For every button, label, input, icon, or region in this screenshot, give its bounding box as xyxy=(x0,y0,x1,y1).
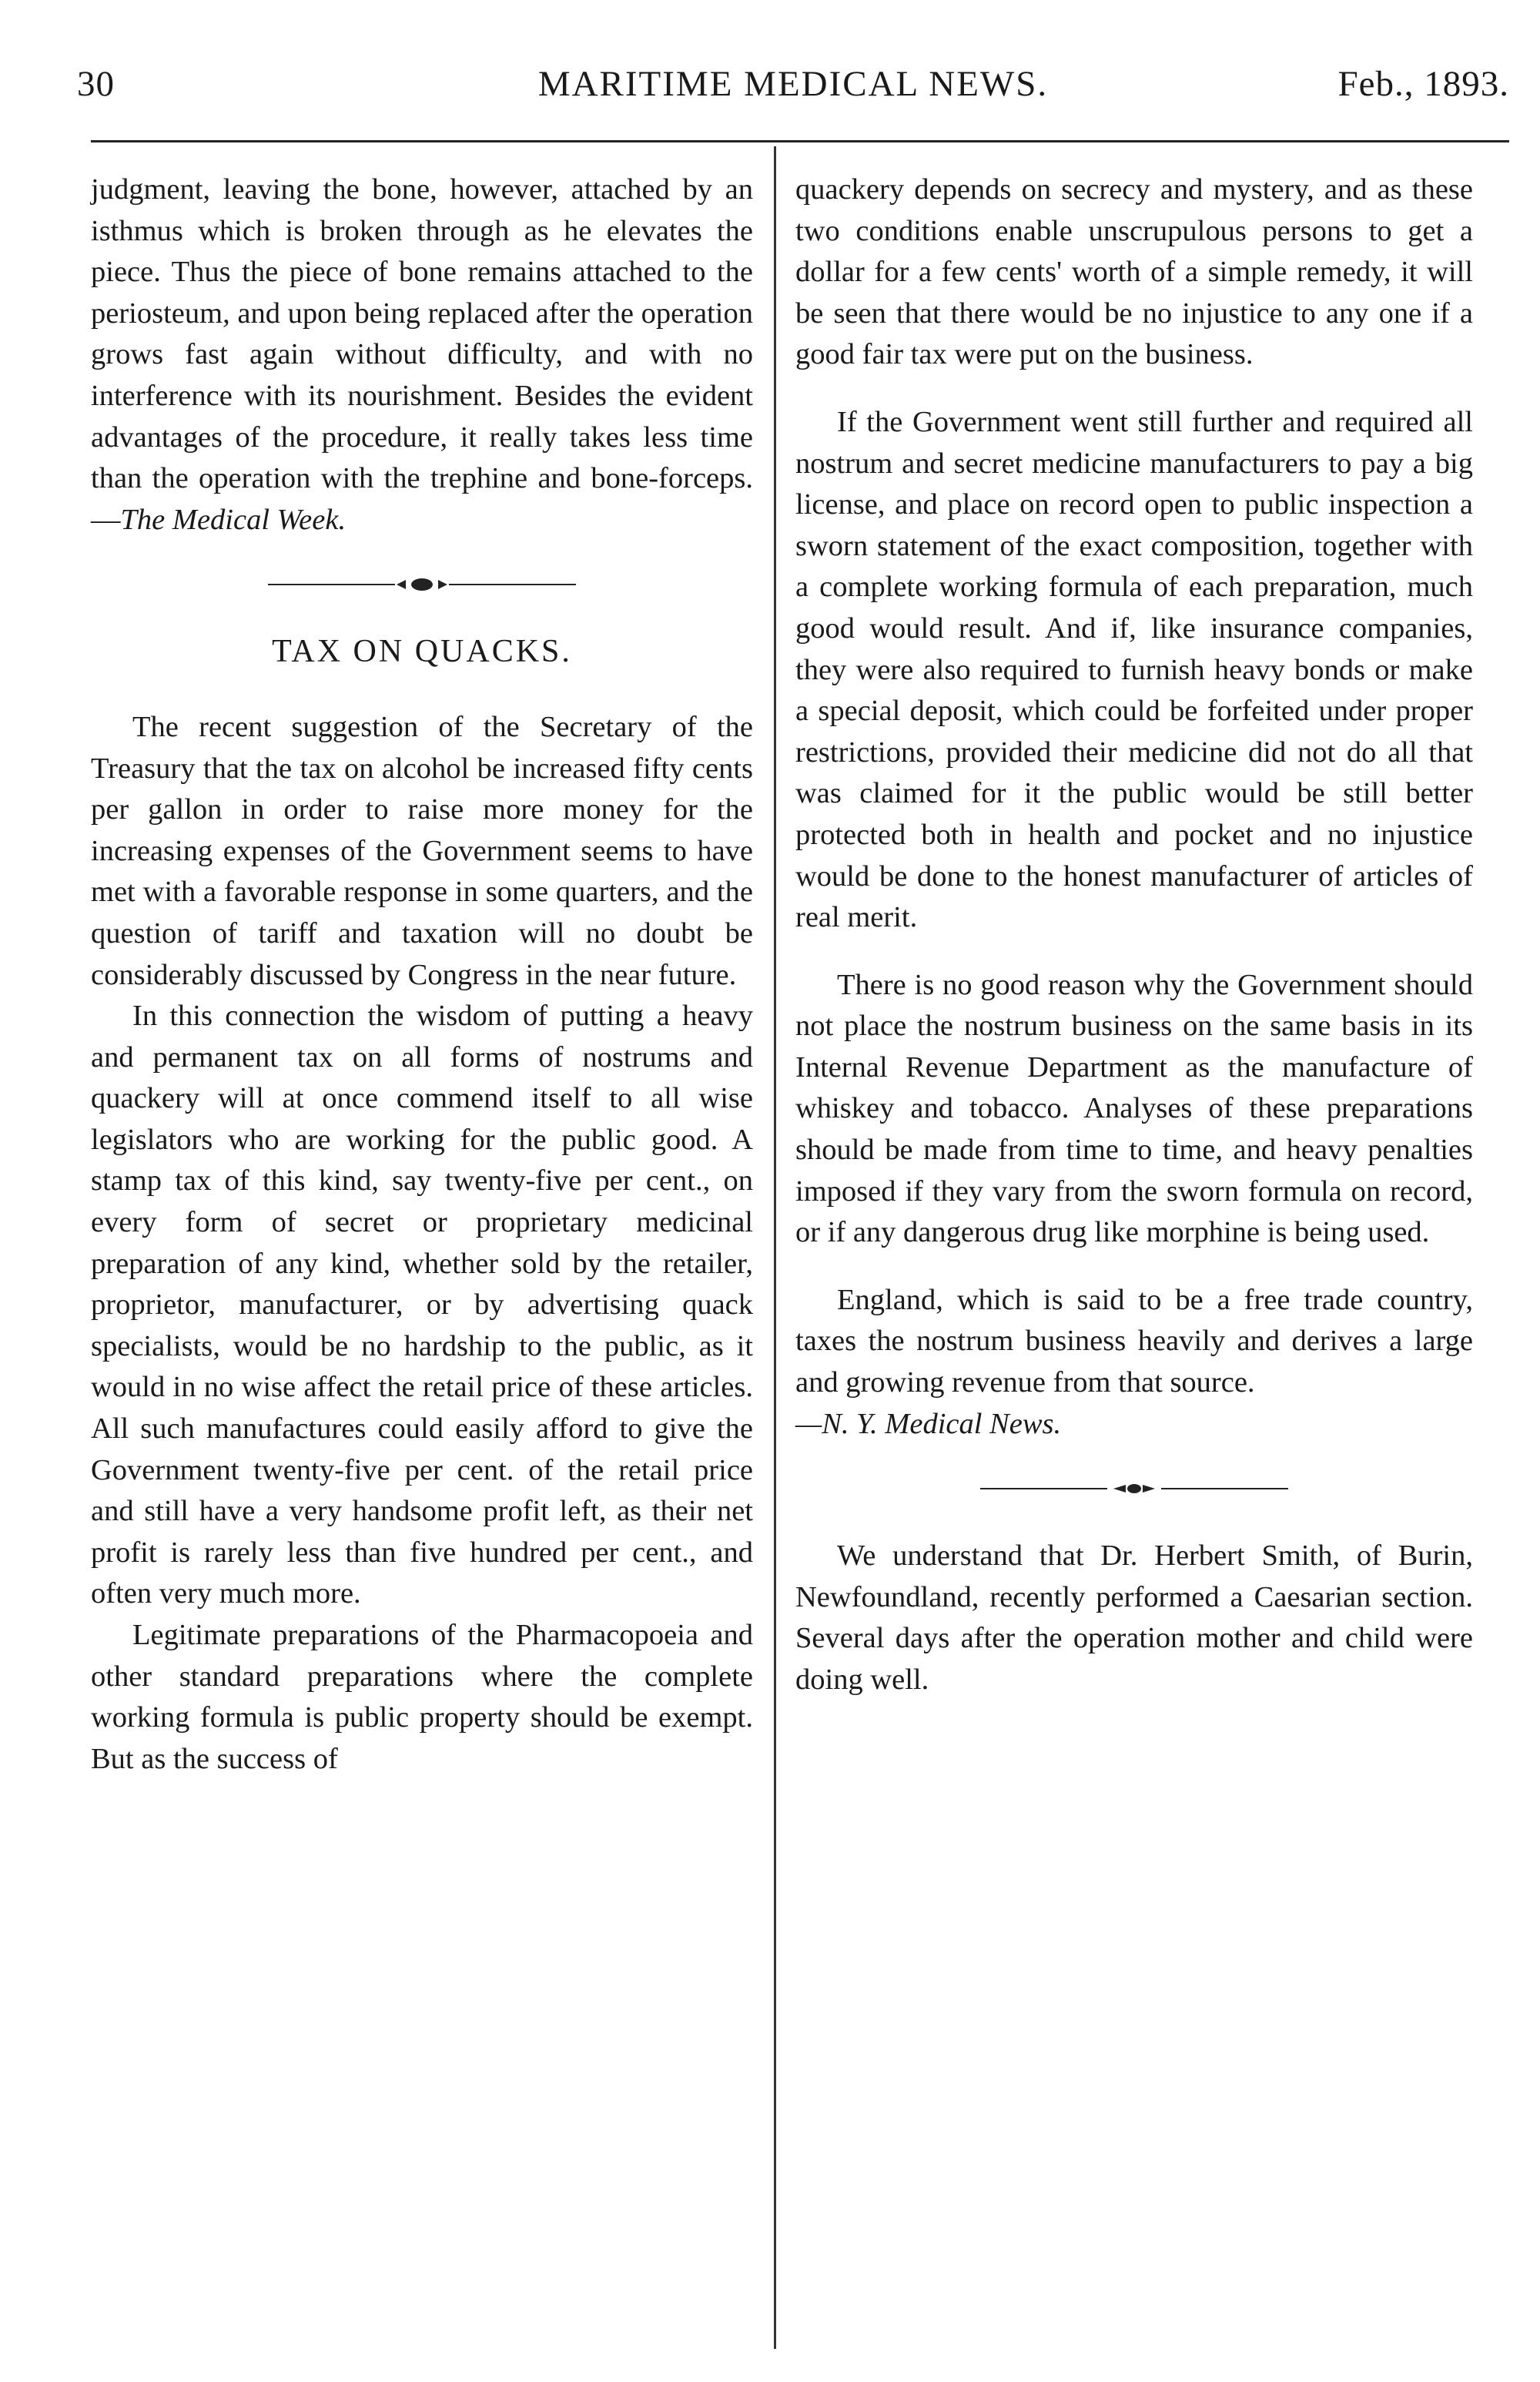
article-paragraph: England, which is said to be a free trade country, taxes the nostrum business heavily and derives a large and growing revenue from that source. xyxy=(795,1283,1473,1399)
running-header xyxy=(77,63,1509,117)
separator-line-left xyxy=(268,584,395,585)
source-attribution: —N. Y. Medical News. xyxy=(795,1407,1062,1440)
separator-line-left xyxy=(980,1488,1107,1489)
journal-title: MARITIME MEDICAL NEWS. xyxy=(537,64,1049,104)
section-separator xyxy=(268,576,576,593)
issue-date: Feb., 1893. xyxy=(1337,64,1509,104)
article-paragraph: If the Government went still further and required all nostrum and secret medicine manufacturers to pay a big license, and place on record open to public inspection a sworn statement of the exact composition, together with a complete working formula of each preparation, much good would result. And if, like insurance companies, they were also required to furnish heavy bonds or make a special deposit, which could be forfeited under proper restrictions, provided their medicine did not do all that was claimed for it the public would be still better protected both in health and pocket and no injustice would be done to the honest manufacturer of articles of real merit. xyxy=(795,405,1473,934)
article-paragraph: There is no good reason why the Government should not place the nostrum business on the same basis in its Internal Revenue Department as the manufacture of whiskey and tobacco. Analyses of these preparations should be made from time to time, and heavy penalties imposed if they vary from the sworn formula on record, or if any dangerous drug like morphine is being used. xyxy=(795,968,1473,1249)
article-paragraph: quackery depends on secrecy and mystery, and as these two conditions enable unscrupulous persons to get a dollar for a few cents' worth of a simple remedy, it will be seen that there would be no injustice to any one if a good fair tax were put on the business. xyxy=(795,173,1473,371)
column-divider xyxy=(774,146,776,2349)
header-rule xyxy=(91,140,1509,142)
ornament-icon xyxy=(395,576,449,593)
separator-line-right xyxy=(1161,1488,1288,1489)
article-paragraph: The recent suggestion of the Secretary of the Treasury that the tax on alcohol be increased fifty cents per gallon in order to raise more money for the increasing expenses of the Government seems to have met with a favorable response in some quarters, and the question of tariff and taxation will no doubt be considerably discussed by Congress in the near future. xyxy=(91,710,753,991)
left-column xyxy=(91,169,753,1780)
right-column xyxy=(795,169,1473,1701)
article-paragraph: In this connection the wisdom of putting a heavy and permanent tax on all forms of nostrums and quackery will at once commend itself to all wise legislators who are working for the public good. A stamp tax of this kind, say twenty-five per cent., on every form of secret or proprietary medicinal preparation of any kind, whether sold by the retailer, proprietor, manufacturer, or by advertising quack specialists, would be no hardship to the public, as it would in no wise affect the retail price of these articles. All such manufactures could easily afford to give the Government twenty-five per cent. of the retail price and still have a very handsome profit left, as their net profit is rarely less than five hundred per cent., and often very much more. xyxy=(91,1000,753,1610)
separator-line-right xyxy=(449,584,576,585)
continued-text: judgment, leaving the bone, however, attached by an isthmus which is broken through as he elevates the piece. Thus the piece of bone remains attached to the periosteum, and upon being replaced after the operation grows fast again without difficulty, and with no interference with its nourishment. Besides the evident advantages of the procedure, it really takes less time than the operation with the trephine and bone-forceps.— xyxy=(91,173,753,536)
page-number: 30 xyxy=(77,64,115,104)
continued-paragraph xyxy=(91,169,753,541)
article-heading: TAX ON QUACKS. xyxy=(272,634,572,670)
continued-source: The Medical Week. xyxy=(120,503,346,536)
article-paragraph: Legitimate preparations of the Pharmacopoeia and other standard preparations where the complete working formula is public property should be exempt. But as the success of xyxy=(91,1619,753,1775)
ornament-icon xyxy=(1107,1480,1161,1497)
news-item: We understand that Dr. Herbert Smith, of Burin, Newfoundland, recently performed a Caesarian section. Several days after the operation mother and child were doing well. xyxy=(795,1539,1473,1696)
section-separator xyxy=(980,1480,1288,1497)
